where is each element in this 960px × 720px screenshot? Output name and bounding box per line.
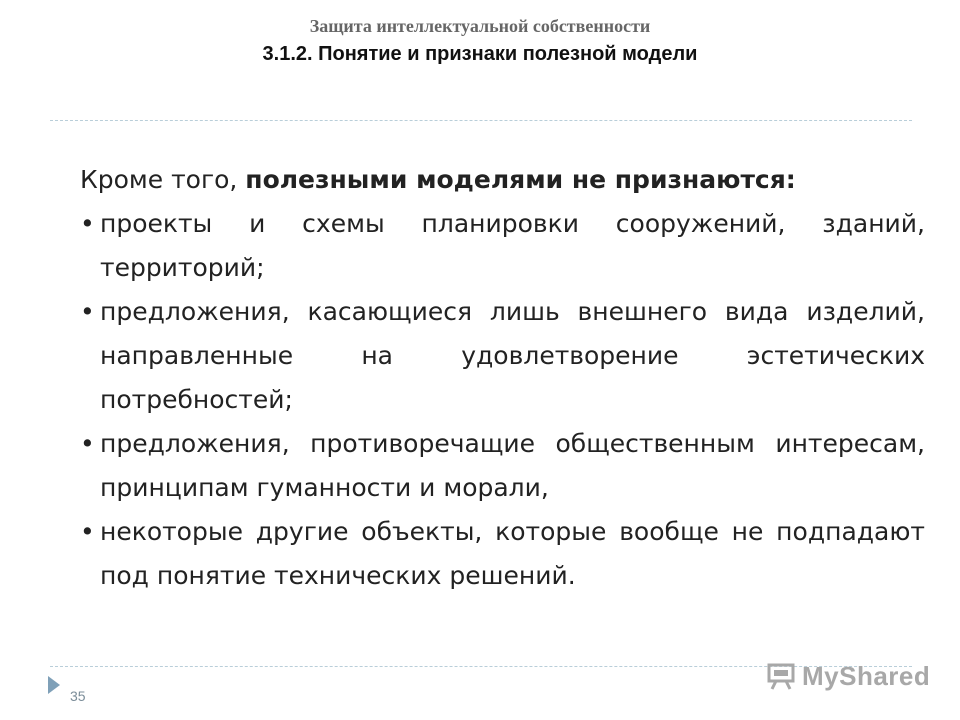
intro-bold: полезными моделями не признаются:	[245, 165, 796, 194]
list-item	[80, 202, 925, 290]
slide-body	[80, 158, 925, 598]
bullet-icon: •	[80, 297, 95, 326]
slide-title: 3.1.2. Понятие и признаки полезной модели	[262, 43, 698, 65]
intro-plain: Кроме того,	[80, 165, 246, 194]
watermark-text: MyShared	[802, 660, 931, 691]
watermark-logo	[766, 656, 930, 696]
page-number: 35	[70, 688, 86, 704]
intro-line	[80, 158, 925, 202]
bullet-icon: •	[80, 209, 95, 238]
top-divider	[50, 120, 912, 121]
list-item	[80, 422, 925, 510]
list-item-text: некоторые другие объекты, которые вообще не подпадают под понятие технических решений.	[100, 517, 925, 590]
list-item-text: предложения, касающиеся лишь внешнего вида изделий, направленные на удовлетворение эстетических потребностей;	[100, 297, 925, 414]
list-item-text: проекты и схемы планировки сооружений, зданий, территорий;	[100, 209, 925, 282]
slide-header	[0, 14, 960, 68]
course-subject: Защита интеллектуальной собственности	[309, 16, 651, 36]
bullet-icon: •	[80, 517, 95, 546]
presentation-board-icon	[766, 661, 796, 691]
exclusion-list	[80, 202, 925, 598]
bullet-icon: •	[80, 429, 95, 458]
list-item-text: предложения, противоречащие общественным интересам, принципам гуманности и морали,	[100, 429, 925, 502]
list-item	[80, 290, 925, 422]
right-triangle-icon	[48, 676, 60, 694]
list-item	[80, 510, 925, 598]
